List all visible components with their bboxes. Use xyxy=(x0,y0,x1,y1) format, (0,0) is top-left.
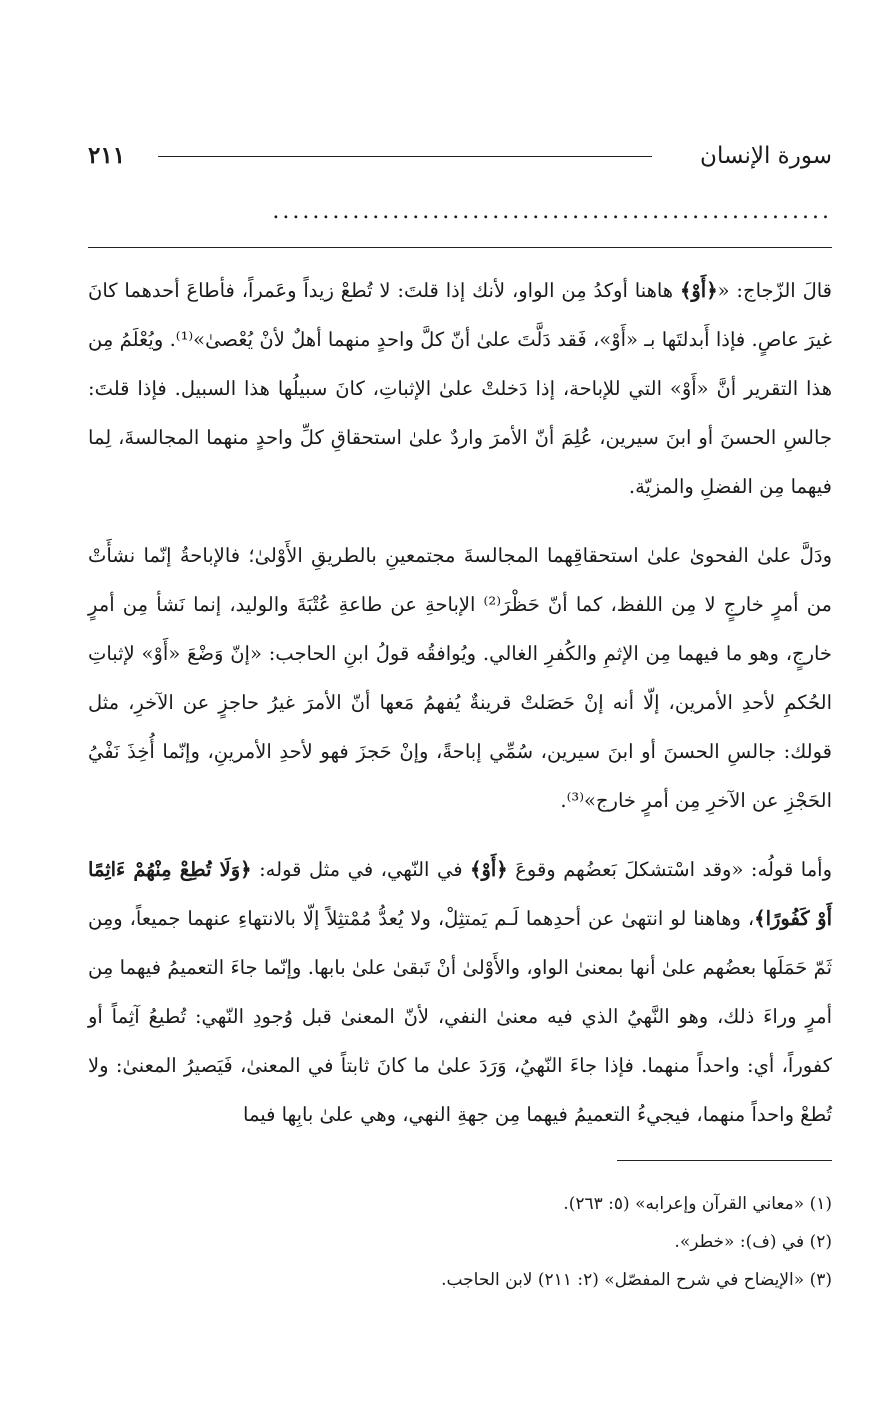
dotted-separator: ........................................................ xyxy=(272,200,832,224)
paragraph-1-text-b: هاهنا أوكدُ مِن الواو، لأنك إذا قلتَ: لا تُطعْ زيداً وعَمراً، فأطاعَ أحدهما كانَ غيرَ عاصٍ. فإذا أَبدلتَها بـ «أَوْ»، فَقد دَلَّتَ علىٰ أنّ كلَّ واحدٍ منهما أهلٌ لأنْ يُعْصىٰ»⁽¹⁾. ويُعْلَمُ مِن هذا التقرير أنَّ «أَوْ» التي للإباحة، إذا دَخلتْ علىٰ الإثباتِ، كانَ سبيلُها هذا السبيل. فإذا قلتَ: جالسِ الحسنَ أو ابنَ سيرين، عُلِمَ أنّ الأمرَ واردٌ علىٰ استحقاقِ كلِّ واحدٍ منهما المجالسةَ، لِما فيهما مِن الفضلِ والمزيّة. xyxy=(88,279,832,498)
footnote-rule xyxy=(617,1160,832,1161)
footnote-2: (٢) في (ف): «خطر». xyxy=(674,1232,832,1252)
main-text xyxy=(88,266,832,1139)
quran-verse: ﴿وَلَا تُطِعْ مِنْهُمْ ءَاثِمًا أَوْ كَفُورًا﴾ xyxy=(88,858,833,930)
footnotes xyxy=(88,1185,832,1299)
paragraph-3 xyxy=(88,845,832,1139)
chapter-title: سورة الإنسان xyxy=(700,143,832,169)
paragraph-1 xyxy=(88,266,832,511)
paragraph-2: ودَلَّ علىٰ الفحوىٰ علىٰ استحقاقِهما المجالسةَ مجتمعينِ بالطريقِ الأَوْلىٰ؛ فالإباحةُ إنّما نشأَتْ من أمرٍ خارجٍ لا مِن اللفظ، كما أنّ حَظْرَ⁽²⁾ الإباحةِ عن طاعةِ عُتْبَةَ والوليد، إنما نَشأ مِن أمرٍ خارجٍ، وهو ما فيهما مِن الإثمِ والكُفرِ الغالي. ويُوافقُه قولُ ابنِ الحاجب: «إنّ وَضْعَ «أَوْ» لإثباتِ الحُكمِ لأحدِ الأمرين، إلّا أنه إنْ حَصَلتْ قرينةٌ يُفهمُ مَعها أنّ الأمرَ غيرُ حاجزٍ عن الآخرِ، مثل قولك: جالسِ الحسنَ أو ابنَ سيرين، سُمِّي إباحةً، وإنْ حَجزَ فهو لأحدِ الأمرينِ، وإنّما أُخِذَ نَفْيُ الحَجْزِ عن الآخرِ مِن أمرٍ خارج»⁽³⁾. xyxy=(88,544,832,812)
header-line xyxy=(158,156,652,157)
header-rule xyxy=(88,247,832,248)
quran-quote: ﴿أَوْ﴾ xyxy=(679,279,718,302)
footnote-3: (٣) «الإيضاح في شرح المفصّل» (٢: ٢١١) لابن الحاجب. xyxy=(441,1270,832,1290)
paragraph-1-text-a: قالَ الزّجاج: « xyxy=(717,279,833,302)
footnote-1: (١) «معاني القرآن وإعرابه» (٥: ٢٦٣). xyxy=(563,1194,832,1214)
quran-quote: ﴿أَوْ﴾ xyxy=(470,858,508,881)
running-head xyxy=(88,136,832,176)
paragraph-3-text-a: وأما قولُه: «وقد اسْتشكلَ بَعضُهم وقوعَ xyxy=(507,858,833,881)
paragraph-3-text-b: في النّهي، في مثل قوله: xyxy=(251,858,471,881)
paragraph-3-text-c: ، وهاهنا لو انتهىٰ عن أحدِهما لَـم يَمتثِلْ، ولا يُعدُّ مُمْتثِلاً إلّا بالانتهاءِ عنهما جميعاً، ومِن ثَمّ حَمَلَها بعضُهم علىٰ أنها بمعنىٰ الواو، والأَوْلىٰ أنْ تَبقىٰ علىٰ بابها. وإنّما جاءَ التعميمُ فيهما مِن أمرٍ وراءَ ذلك، وهو النَّهيُ الذي فيه معنىٰ النفي، لأنّ المعنىٰ قبل وُجودِ النّهي: تُطيعُ آثِماً أو كفوراً، أي: واحداً منهما. فإذا جاءَ النّهيُ، وَرَدَ علىٰ ما كانَ ثابتاً في المعنىٰ، فَيَصيرُ المعنىٰ: ولا تُطعْ واحداً منهما، فيجيءُ التعميمُ فيهما مِن جهةِ النهي، وهي علىٰ بابِها فيما xyxy=(88,907,832,1126)
page-number: ٢١١ xyxy=(88,142,126,169)
